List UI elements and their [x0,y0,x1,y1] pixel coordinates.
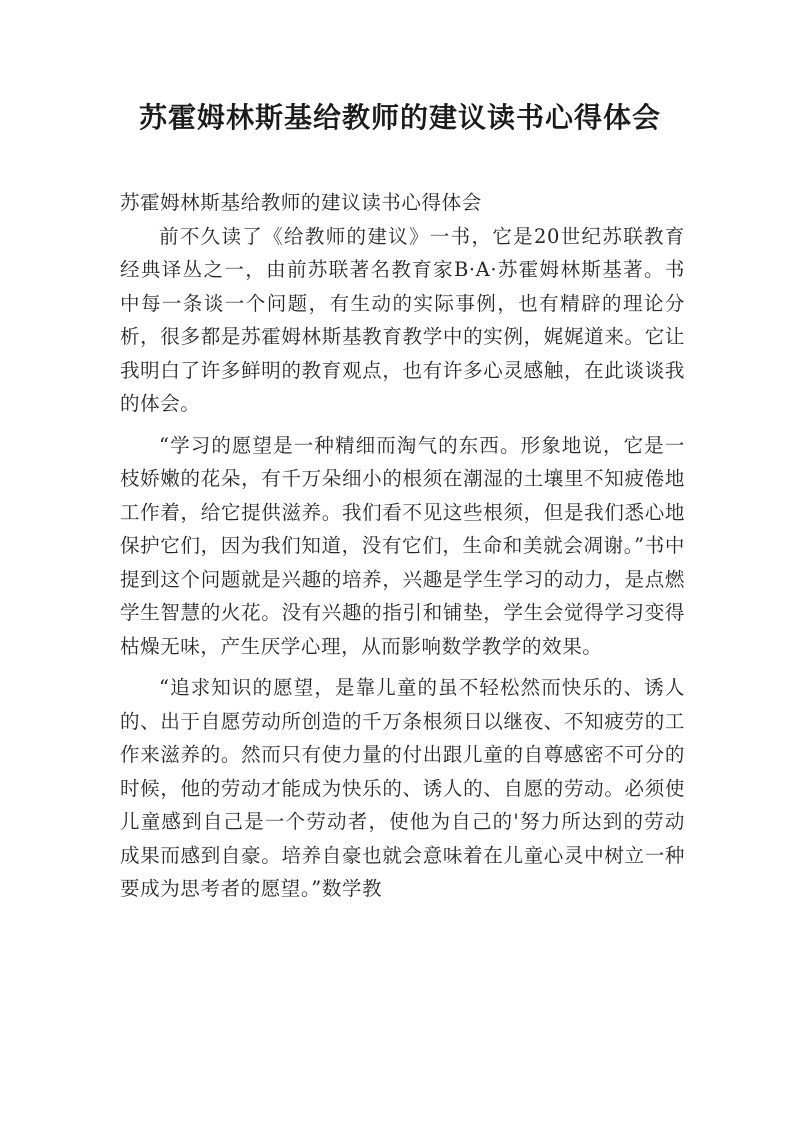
document-body [120,186,685,914]
paragraph-3: “追求知识的愿望，是靠儿童的虽不轻松然而快乐的、诱人的、出于自愿劳动所创造的千万条根须日以继夜、不知疲劳的工作来滋养的。然而只有使力量的付出跟儿童的自尊感密不可分的时候，他的劳动才能成为快乐的、诱人的、自愿的劳动。必须使儿童感到自己是一个劳动者，使他为自己的'努力所达到的劳动成果而感到自豪。培养自豪也就会意味着在儿童心灵中树立一种要成为思考者的愿望。”数学教 [120,676,685,900]
document-subtitle: 苏霍姆林斯基给教师的建议读书心得体会 [120,191,482,214]
paragraph-2: “学习的愿望是一种精细而淘气的东西。形象地说，它是一枝娇嫩的花朵，有千万朵细小的根须在潮湿的土壤里不知疲倦地工作着，给它提供滋养。我们看不见这些根须，但是我们悉心地保护它们，因为我们知道，没有它们，生命和美就会凋谢。”书中提到这个问题就是兴趣的培养，兴趣是学生学习的动力，是点燃学生智慧的火花。没有兴趣的指引和铺垫，学生会觉得学习变得枯燥无味，产生厌学心理，从而影响数学教学的效果。 [120,433,685,658]
paragraph-1: 前不久读了《给教师的建议》一书，它是20世纪苏联教育经典译丛之一，由前苏联著名教育家B·A·苏霍姆林斯基著。书中每一条谈一个问题，有生动的实际事例，也有精辟的理论分析，很多都是苏霍姆林斯基教育教学中的实例，娓娓道来。它让我明白了许多鲜明的教育观点，也有许多心灵感触，在此谈谈我的体会。 [120,224,685,415]
document-title: 苏霍姆林斯基给教师的建议读书心得体会 [138,101,661,134]
